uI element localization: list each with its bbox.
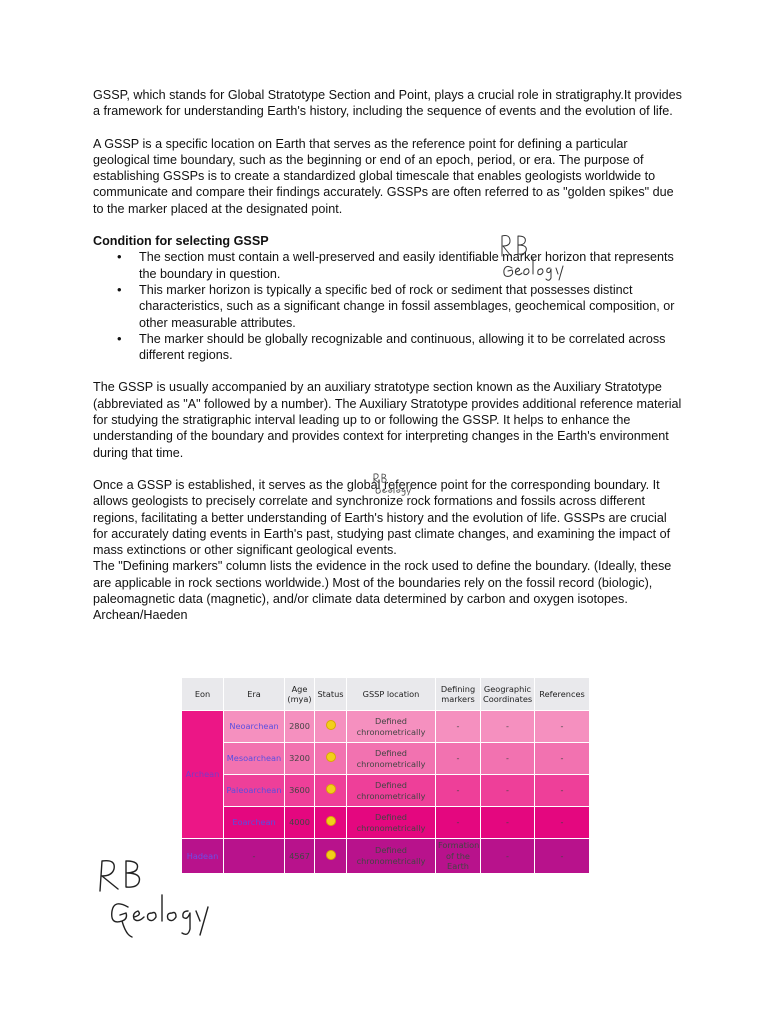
paragraph-archean-hadean: Archean/Haeden <box>93 608 188 623</box>
coords-cell: - <box>481 711 535 743</box>
coords-cell: - <box>481 807 535 839</box>
status-dot-icon <box>326 720 336 730</box>
markers-cell: - <box>436 743 481 775</box>
eon-archean-cell: Archean <box>182 711 224 839</box>
table-row <box>182 807 590 839</box>
age-cell: 2800 <box>285 711 315 743</box>
era-cell[interactable]: Paleoarchean <box>224 775 285 807</box>
markers-cell: Formation of the Earth <box>436 839 481 874</box>
bullet-icon: • <box>117 330 122 346</box>
markers-cell: - <box>436 807 481 839</box>
bullet-list <box>93 249 683 363</box>
status-cell <box>315 711 347 743</box>
header-geographic-coordinates[interactable]: Geographic Coordinates <box>481 678 535 711</box>
paragraph-intro: GSSP, which stands for Global Stratotype Section and Point, plays a crucial role in stratigraphy.It provides a framework for understanding Earth's history, including the sequence of events and the evolution of life. <box>93 88 682 119</box>
era-cell[interactable]: Eoarchean <box>224 807 285 839</box>
header-era[interactable]: Era <box>224 678 285 711</box>
coords-cell: - <box>481 743 535 775</box>
status-dot-icon <box>326 784 336 794</box>
signature-middle <box>370 471 416 497</box>
table-row <box>182 743 590 775</box>
coords-cell: - <box>481 839 535 874</box>
eon-hadean-cell[interactable]: Hadean <box>182 839 224 874</box>
refs-cell: - <box>535 743 590 775</box>
paragraph-gssp-definition: A GSSP is a specific location on Earth that serves as the reference point for defining a particular geological time boundary, such as the beginning or end of an epoch, period, or era. The purpose of establishing GSSPs is to create a standardized global timescale that enables geologists worldwide to communicate and compare their findings accurately. GSSPs are often referred to as "golden spikes" due to the marker placed at the designated point. <box>93 136 674 216</box>
status-dot-icon <box>326 752 336 762</box>
status-dot-icon <box>326 816 336 826</box>
markers-cell: - <box>436 775 481 807</box>
status-cell <box>315 839 347 874</box>
status-cell <box>315 775 347 807</box>
refs-cell: - <box>535 711 590 743</box>
era-cell[interactable]: Neoarchean <box>224 711 285 743</box>
header-status[interactable]: Status <box>315 678 347 711</box>
location-cell: Defined chronometrically <box>347 711 436 743</box>
markers-cell: - <box>436 711 481 743</box>
age-cell: 3200 <box>285 743 315 775</box>
paragraph-auxiliary: The GSSP is usually accompanied by an auxiliary stratotype section known as the Auxiliary Stratotype (abbreviated as "A" followed by a number). The Auxiliary Stratotype provides additional reference material for studying the stratigraphic interval leading up to or following the GSSP. It helps to enhance the understanding of the boundary and provides context for interpreting changes in the Earth's environment during that time. <box>93 380 682 460</box>
table-row <box>182 711 590 743</box>
list-item: • This marker horizon is typically a specific bed of rock or sediment that possesses distinct characteristics, such as a significant change in fossil assemblages, geochemical composition, or other measurable attributes. <box>117 281 675 330</box>
status-cell <box>315 743 347 775</box>
table-row-hadean <box>182 839 590 874</box>
header-age[interactable]: Age (mya) <box>285 678 315 711</box>
location-cell: Defined chronometrically <box>347 807 436 839</box>
coords-cell: - <box>481 775 535 807</box>
header-eon[interactable]: Eon <box>182 678 224 711</box>
location-cell: Defined chronometrically <box>347 839 436 874</box>
bullet-icon: • <box>117 249 122 265</box>
bullet-icon: • <box>117 281 122 297</box>
status-dot-icon <box>326 850 336 860</box>
age-cell: 3600 <box>285 775 315 807</box>
table-row <box>182 775 590 807</box>
header-references[interactable]: References <box>535 678 590 711</box>
header-gssp-location[interactable]: GSSP location <box>347 678 436 711</box>
age-cell: 4567 <box>285 839 315 874</box>
paragraph-defining-markers: The "Defining markers" column lists the evidence in the rock used to define the boundary. (Ideally, these are applicable in rock sections worldwide.) Most of the boundaries rely on the fossil record (biologic), paleomagnetic data (magnetic), and/or climate data determined by carbon and oxygen isotopes. <box>93 559 672 607</box>
header-defining-markers[interactable]: Defining markers <box>436 678 481 711</box>
refs-cell: - <box>535 807 590 839</box>
paragraph-established: Once a GSSP is established, it serves as the global reference point for the corresponding boundary. It allows geologists to precisely correlate and synchronize rock formations and fossils across different regions, facilitating a better understanding of Earth's history and the evolution of life. GSSPs are crucial for accurately dating events in Earth's past, studying past climate changes, and examining the impact of mass extinctions or other significant geological events. <box>93 477 671 558</box>
location-cell: Defined chronometrically <box>347 743 436 775</box>
era-cell[interactable]: Mesoarchean <box>224 743 285 775</box>
era-cell: - <box>224 839 285 874</box>
table-header-row <box>182 678 590 711</box>
refs-cell: - <box>535 775 590 807</box>
section-heading: Condition for selecting GSSP <box>93 234 269 249</box>
location-cell: Defined chronometrically <box>347 775 436 807</box>
gssp-table <box>181 677 590 874</box>
age-cell: 4000 <box>285 807 315 839</box>
list-item: • The marker should be globally recognizable and continuous, allowing it to be correlated across different regions. <box>117 330 666 363</box>
signature-top <box>496 226 580 282</box>
refs-cell: - <box>535 839 590 874</box>
document-body <box>93 87 683 624</box>
list-item: • The section must contain a well-preserved and easily identifiable marker horizon that represents the boundary in question. <box>117 249 674 281</box>
status-cell <box>315 807 347 839</box>
